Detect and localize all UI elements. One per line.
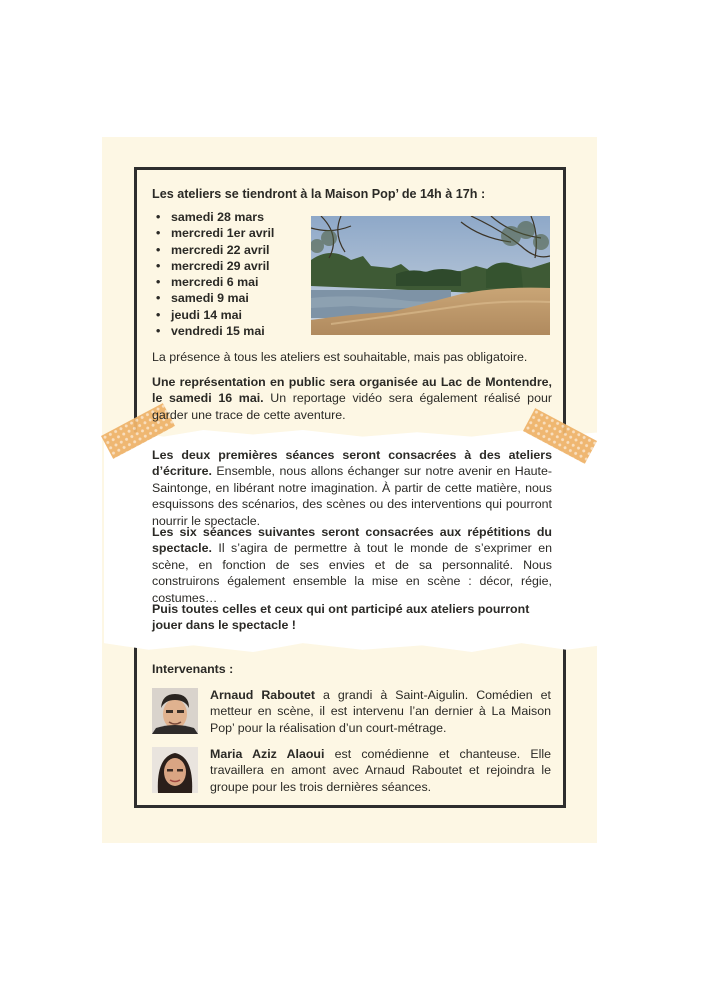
performance-paragraph: Une représentation en public sera organisée au Lac de Montendre, le samedi 16 mai. Un reportage vidéo sera également réalisé pour garder une trace de cette aventure. — [152, 375, 552, 422]
schedule-heading: Les ateliers se tiendront à la Maison Pop’ de 14h à 17h : — [152, 187, 486, 201]
date-item: • samedi 9 mai — [156, 291, 249, 306]
date-item: • mercredi 22 avril — [156, 242, 270, 257]
closing-paragraph: Puis toutes celles et ceux qui ont participé aux ateliers pourront jouer dans le spectacle ! — [152, 602, 530, 633]
speaker-maria-bio: Maria Aziz Alaoui est comédienne et chanteuse. Elle travaillera en amont avec Arnaud Raboutet et rejoindra le groupe pour les trois dernières séances. — [210, 747, 551, 794]
date-item: • mercredi 1er avril — [156, 226, 275, 241]
avatar-arnaud — [152, 688, 198, 734]
speakers-heading: Intervenants : — [152, 662, 234, 676]
rehearsal-sessions-paragraph: Les six séances suivantes seront consacrées aux répétitions du spectacle. Il s’agira de permettre à tout le monde de s’exprimer en scène, en fonction de ses envies et de sa personnalité. Nous construirons également ensemble la mise en scène : décor, régie, costumes… — [152, 525, 552, 605]
date-item: • vendredi 15 mai — [156, 324, 265, 339]
speaker-arnaud-bio: Arnaud Raboutet a grandi à Saint-Aigulin. Comédien et metteur en scène, il est intervenu l’an dernier à La Maison Pop’ pour la réalisation d’un court-métrage. — [210, 688, 552, 735]
date-list — [156, 209, 274, 339]
writing-sessions-paragraph: Les deux premières séances seront consacrées à des ateliers d’écriture. Ensemble, nous allons échanger sur notre avenir en Haute-Saintonge, en libérant notre imagination. À partir de cette matière, nous esquissons des scénarios, des scènes ou des interventions qui pourront nourrir le spectacle. — [152, 448, 552, 528]
avatar-maria — [152, 747, 198, 793]
date-item: • mercredi 29 avril — [156, 258, 270, 273]
lake-photo — [311, 216, 550, 335]
attendance-note: La présence à tous les ateliers est souhaitable, mais pas obligatoire. — [152, 350, 528, 364]
date-item: • mercredi 6 mai — [156, 275, 259, 290]
date-item: • samedi 28 mars — [156, 210, 264, 224]
date-item: • jeudi 14 mai — [156, 307, 242, 322]
